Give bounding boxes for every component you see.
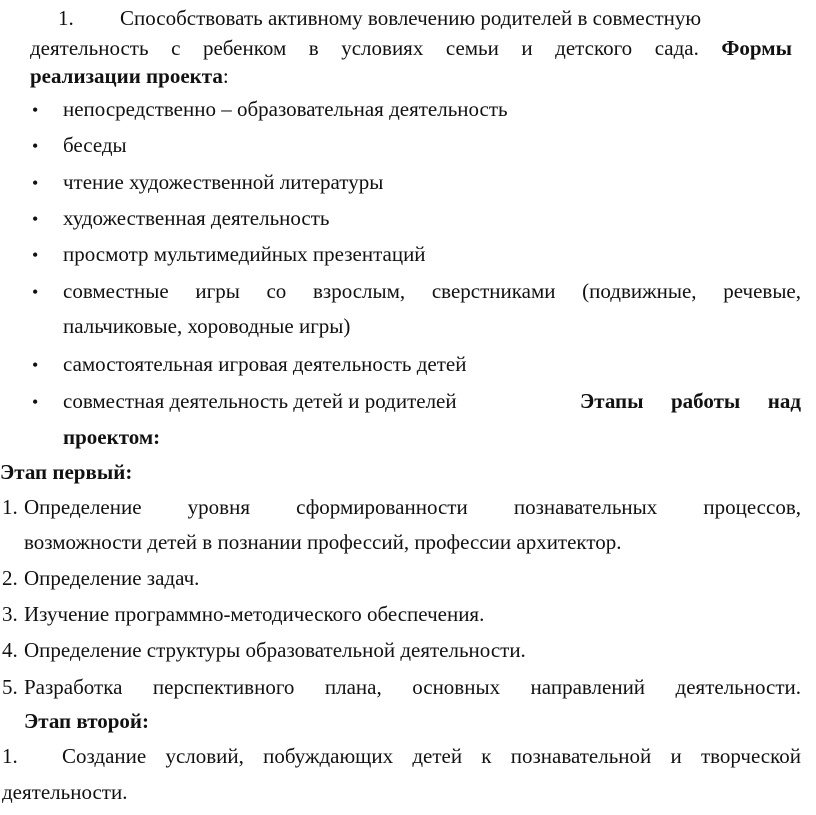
bullet-item: беседы [63,133,127,157]
stage-2-line-2: деятельности. [2,780,128,804]
list-item: Определение уровня сформированности познавательных процессов, [24,495,801,519]
bullet-item: совместная деятельность детей и родителей [63,389,457,413]
stage-2-line-1: Создание условий, побуждающих детей к познавательной и творческой [62,744,801,768]
list-number: 1. [2,495,18,519]
bullet-item: совместные игры со взрослым, сверстниками (подвижные, речевые, [63,279,801,303]
stages-heading [580,387,801,415]
bullet-icon: • [32,100,39,120]
intro-line-2 [30,34,792,62]
stage-2-heading: Этап второй: [24,709,150,733]
bullet-icon: • [32,245,39,265]
list-item: Разработка перспективного плана, основных направлений деятельности. [24,675,801,699]
stages-heading-continued: проектом: [63,425,161,449]
bullet-icon: • [32,209,39,229]
list-number: 4. [2,638,18,662]
intro-number: 1. [58,6,74,30]
bullet-icon: • [32,282,39,302]
list-item-continued: возможности детей в познании профессий, профессии архитектор. [24,530,622,554]
intro-line-2-text: деятельность с ребенком в условиях семьи и детского сада. [30,36,699,60]
bullet-icon: • [32,136,39,156]
list-number: 2. [2,566,18,590]
intro-colon: : [222,64,229,88]
stage-1-heading: Этап первый: [0,460,133,484]
bullet-icon: • [32,355,39,375]
intro-line-2-bold: Формы [721,36,792,60]
bullet-item: самостоятельная игровая деятельность детей [63,352,467,376]
intro-forms-heading: реализации проекта [30,64,223,88]
stages-heading-part-1: Этапы работы над [580,389,801,413]
bullet-item: непосредственно – образовательная деятельность [63,97,508,121]
list-number: 3. [2,602,18,626]
bullet-item: просмотр мультимедийных презентаций [63,242,426,266]
list-item: Определение задач. [24,566,200,590]
list-number: 5. [2,675,18,699]
stage-2-number: 1. [2,744,18,768]
bullet-icon: • [32,392,39,412]
bullet-icon: • [32,173,39,193]
intro-line-3 [30,62,229,90]
bullet-item-continued: пальчиковые, хороводные игры) [63,314,351,338]
bullet-item: художественная деятельность [63,206,330,230]
list-item: Определение структуры образовательной деятельности. [24,638,526,662]
intro-line-1: Способствовать активному вовлечению родителей в совместную [120,6,702,30]
list-item: Изучение программно-методического обеспечения. [24,602,485,626]
bullet-item: чтение художественной литературы [63,170,384,194]
